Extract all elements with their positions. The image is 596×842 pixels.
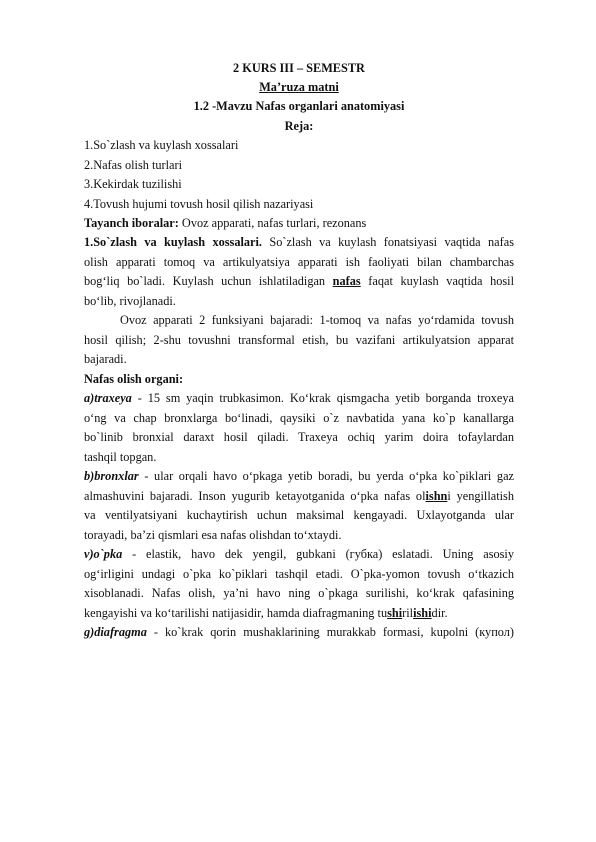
section1-text: So`zlash va kuylash fonatsiyasi vaqtida nafas (261, 235, 514, 249)
plan-title: Reja: (284, 119, 314, 133)
traxeya-line: o‘ng va chap bronxlarga bo‘linadi, qaysiki o`z navbatida yana ko`p kanallarga (84, 411, 514, 425)
keywords-label: Tayanch iboralar: (84, 216, 179, 230)
lecture-subtitle: Ma’ruza matni (259, 80, 339, 94)
section1-paragraph2-line: Ovoz apparati 2 funksiyani bajaradi: 1-tomoq va nafas yo‘rdamida tovush (120, 313, 514, 327)
opka-text: - elastik, havo dek yengil, gubkani (губка) eslatadi. Uning asosiy (122, 547, 514, 561)
bronxlar-line: va ventilyatsiyani kuchaytirish uchun maksimal kengayadi. Uxlayotganda ular (84, 508, 514, 522)
traxeya-text: - 15 sm yaqin trubkasimon. Ko‘krak qismgacha yetib borganda troxeya (131, 391, 514, 405)
traxeya-line (84, 390, 514, 406)
keywords-line (84, 215, 514, 231)
opka-line (84, 546, 514, 562)
plan-item: 1.So`zlash va kuylash xossalari (84, 138, 239, 152)
section1-title: 1.So`zlash va kuylash xossalari. (84, 235, 262, 249)
course-heading: 2 KURS III – SEMESTR (233, 61, 365, 75)
bronxlar-text: i yengillatish (447, 489, 514, 503)
topic-title: 1.2 -Mavzu Nafas organlari anatomiyasi (193, 99, 405, 113)
section1-text: bog‘liq bo`ladi. Kuylash uchun ishlatiladigan (84, 274, 333, 288)
bronxlar-text: - ular orqali havo o‘pkaga yetib boradi, bu yerda o‘pka ko`piklari gaz (138, 469, 514, 483)
keywords-text: Ovoz apparati, nafas turlari, rezonans (178, 216, 367, 230)
diafragma-line (84, 624, 514, 640)
section1-paragraph2-line: hosil qilish; 2-shu tovushni transformal etish, bu vazifani artikulyatsion apparat (84, 333, 514, 347)
opka-line (84, 605, 514, 621)
section1-line: olish apparati tomoq va artikulyatsiya apparati ish faoliyati bilan chambarchas (84, 255, 514, 269)
ishn-underlined: ishn (425, 489, 448, 503)
plan-item: 2.Nafas olish turlari (84, 158, 183, 172)
section1-line (84, 234, 514, 250)
plan-item: 3.Kekirdak tuzilishi (84, 177, 182, 191)
opka-text: kengayishi va ko‘tarilishi natijasidir, hamda diafragmaning tu (84, 606, 388, 620)
diafragma-text: - ko`krak qorin mushaklarining murakkab formasi, kupolni (купол) (146, 625, 514, 639)
traxeya-term: a)traxeya (84, 391, 132, 405)
opka-text: ril (402, 606, 414, 620)
opka-line: og‘irligini undagi o`pka ko`piklari tashqil etadi. O`pka-yomon tovush o‘tkazich (84, 567, 514, 581)
opka-term: v)o`pka (84, 547, 123, 561)
section1-line (84, 273, 514, 289)
organs-title: Nafas olish organi: (84, 372, 184, 386)
bronxlar-text: almashuvini bajaradi. Inson yugurib ketayotganida o‘pka nafas ol (84, 489, 426, 503)
nafas-underlined: nafas (332, 274, 361, 288)
traxeya-line: tashqil topgan. (84, 450, 157, 464)
opka-line: xisoblanadi. Nafas olish, ya’ni havo ning o`pkaga surilishi, ko‘krak qafasining (84, 586, 514, 600)
shi-underlined: shi (387, 606, 403, 620)
bronxlar-line: torayadi, ba’zi qismlari esa nafas olishdan to‘xtaydi. (84, 528, 342, 542)
section1-text: faqat kuylash vaqtida hosil (360, 274, 514, 288)
bronxlar-line (84, 468, 514, 484)
traxeya-line: bo`linib bronxial daraxt hosil qiladi. Traxeya ochiq yarim doira tofaylardan (84, 430, 514, 444)
opka-text: dir. (431, 606, 448, 620)
diafragma-term: g)diafragma (84, 625, 147, 639)
section1-line: bo‘lib, rivojlanadi. (84, 294, 176, 308)
bronxlar-line (84, 488, 514, 504)
ishi-underlined: ishi (413, 606, 432, 620)
section1-paragraph2-line: bajaradi. (84, 352, 127, 366)
plan-item: 4.Tovush hujumi tovush hosil qilish nazariyasi (84, 197, 314, 211)
bronxlar-term: b)bronxlar (84, 469, 139, 483)
